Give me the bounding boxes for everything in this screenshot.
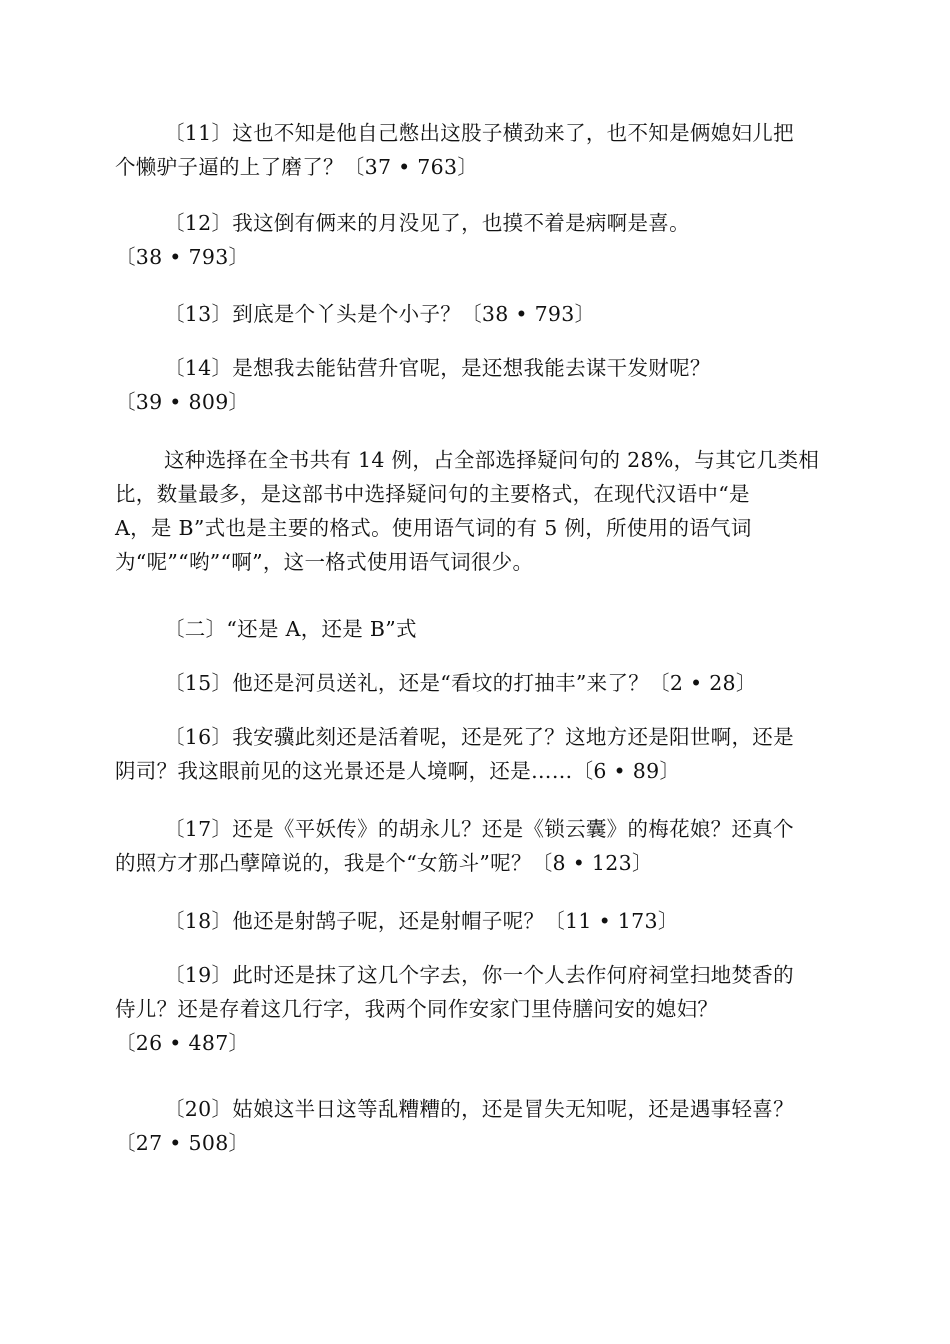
example-19-line-1: 〔19〕此时还是抹了这几个字去，你一个人去作何府祠堂扫地焚香的 <box>164 963 794 987</box>
example-12-line-1: 〔12〕我这倒有俩来的月没见了，也摸不着是病啊是喜。 <box>164 211 690 235</box>
example-14-line-2: 〔39 • 809〕 <box>115 390 250 414</box>
example-19-line-3: 〔26 • 487〕 <box>115 1031 250 1055</box>
example-11-line-1: 〔11〕这也不知是他自己憋出这股子横劲来了，也不知是俩媳妇儿把 <box>164 121 794 145</box>
example-15 <box>115 666 837 700</box>
example-17 <box>115 812 837 880</box>
example-18 <box>115 904 837 938</box>
example-17-line-2: 的照方才那凸孽障说的，我是个“女筋斗”呢？〔8 • 123〕 <box>115 851 653 875</box>
example-13-line-1: 〔13〕到底是个丫头是个小子？〔38 • 793〕 <box>164 302 596 326</box>
example-13 <box>115 297 837 331</box>
example-20-line-1: 〔20〕姑娘这半日这等乱糟糟的，还是冒失无知呢，还是遇事轻喜？ <box>164 1097 794 1121</box>
section-heading-text: 〔二〕“还是 A，还是 B”式 <box>164 617 417 641</box>
example-17-line-1: 〔17〕还是《平妖传》的胡永儿？还是《锁云囊》的梅花娘？还真个 <box>164 817 794 841</box>
example-15-line-1: 〔15〕他还是河员送礼，还是“看坟的打抽丰”来了？〔2 • 28〕 <box>164 671 757 695</box>
example-14 <box>115 351 837 419</box>
section-heading <box>115 612 837 646</box>
example-11 <box>115 116 837 184</box>
summary-paragraph <box>115 443 837 579</box>
example-16-line-1: 〔16〕我安骥此刻还是活着呢，还是死了？这地方还是阳世啊，还是 <box>164 725 794 749</box>
example-16-line-2: 阴司？我这眼前见的这光景还是人境啊，还是……〔6 • 89〕 <box>115 759 681 783</box>
summary-line-2: 比，数量最多，是这部书中选择疑问句的主要格式，在现代汉语中“是 <box>115 482 750 506</box>
summary-line-4: 为“呢”“哟”“啊”，这一格式使用语气词很少。 <box>115 550 534 574</box>
summary-line-1: 这种选择在全书共有 14 例，占全部选择疑问句的 28%，与其它几类相 <box>164 448 820 472</box>
summary-line-3: A，是 B”式也是主要的格式。使用语气词的有 5 例，所使用的语气词 <box>115 516 752 540</box>
example-20 <box>115 1092 837 1160</box>
example-19 <box>115 958 837 1060</box>
example-14-line-1: 〔14〕是想我去能钻营升官呢，是还想我能去谋干发财呢？ <box>164 356 711 380</box>
example-12-line-2: 〔38 • 793〕 <box>115 245 250 269</box>
example-18-line-1: 〔18〕他还是射鹄子呢，还是射帽子呢？〔11 • 173〕 <box>164 909 679 933</box>
example-11-line-2: 个懒驴子逼的上了磨了？〔37 • 763〕 <box>115 155 479 179</box>
example-16 <box>115 720 837 788</box>
example-20-line-2: 〔27 • 508〕 <box>115 1131 250 1155</box>
example-12 <box>115 206 837 274</box>
example-19-line-2: 侍儿？还是存着这几行字，我两个同作安家门里侍膳问安的媳妇？ <box>115 997 719 1021</box>
